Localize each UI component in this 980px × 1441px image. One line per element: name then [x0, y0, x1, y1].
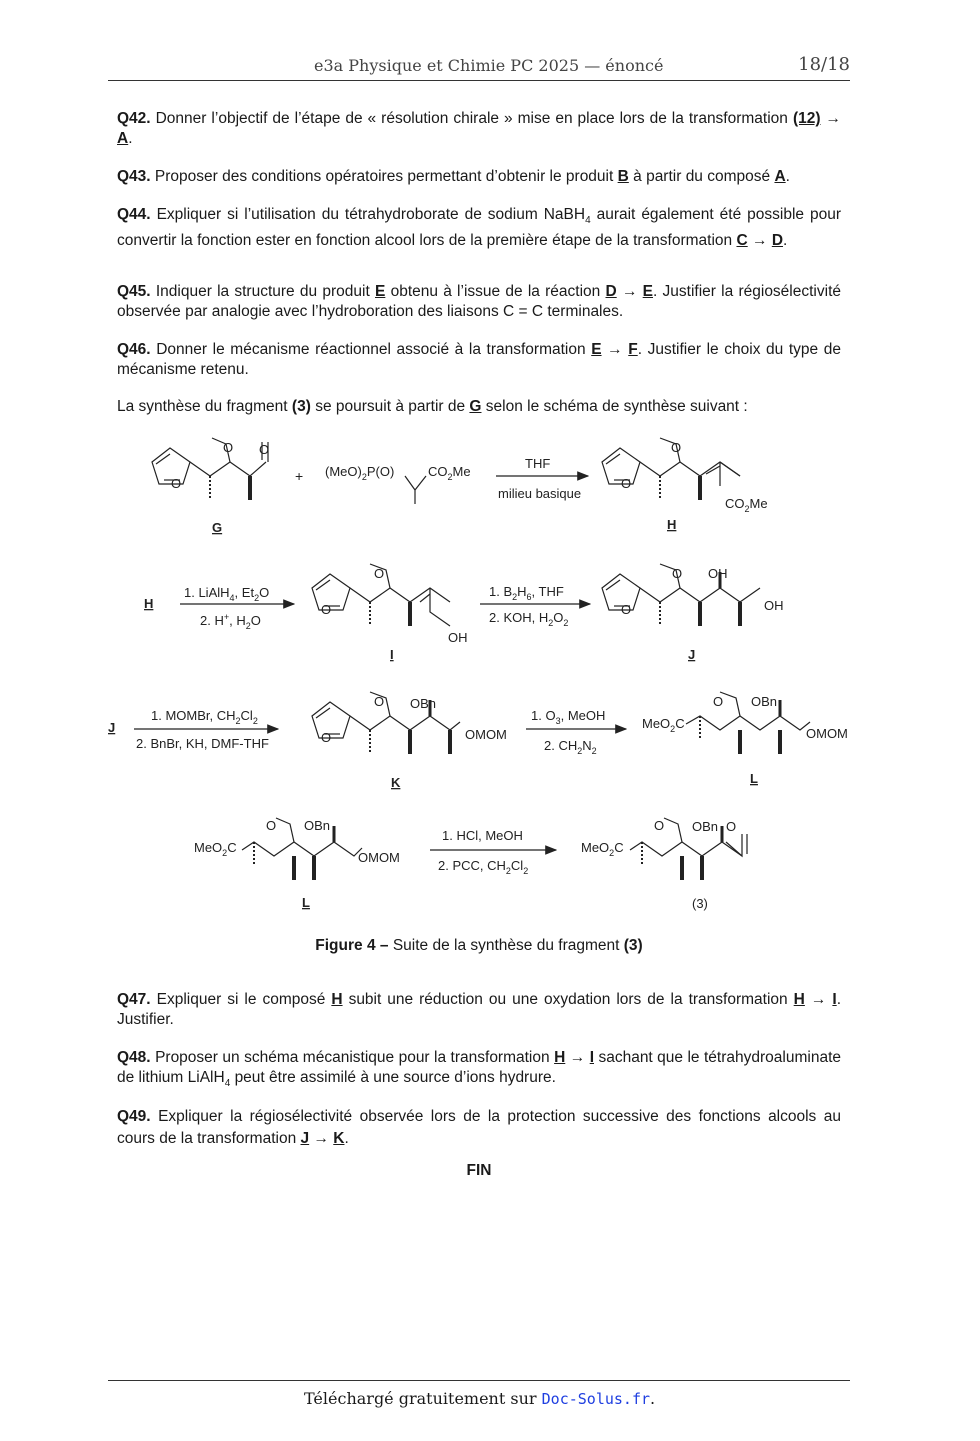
compound-ref: G	[469, 398, 482, 415]
svg-text:O: O	[266, 818, 277, 833]
aldehyde-oxygen: O	[726, 819, 737, 834]
methyl-ester: MeO$_2$C	[194, 840, 237, 858]
question-text: Proposer des conditions opératoires permettant d’obtenir le produit	[154, 168, 614, 185]
compound-ref: H	[554, 1049, 566, 1066]
compound-ref: A	[774, 168, 786, 185]
obn-group: OBn	[751, 694, 778, 709]
question-number: Q45.	[117, 283, 151, 300]
label-l-row4: L	[302, 895, 310, 910]
question-44: Q44. Expliquer si l’utilisation du tétrahydroborate de sodium NaBH$_4$ aurait également été possible pour convertir la fonction ester en fonction alcool lors de la première étape de la transformation C → D.	[117, 206, 841, 249]
compound-ref: D	[771, 231, 784, 249]
page-header	[108, 52, 850, 81]
label-g: G	[212, 520, 223, 535]
svg-text:O: O	[621, 476, 632, 491]
svg-text:O: O	[321, 602, 332, 617]
question-number: Q42.	[117, 110, 151, 127]
question-49: Q49. Expliquer la régiosélectivité observée lors de la protection successive des fonctions alcools au cours de la transformation J → K.	[117, 1108, 841, 1147]
question-number: Q49.	[117, 1108, 151, 1125]
svg-text:O: O	[374, 566, 385, 581]
question-number: Q47.	[117, 991, 151, 1008]
svg-text:O: O	[671, 440, 682, 455]
label-i: I	[390, 647, 394, 662]
compound-ref: (12)	[792, 110, 821, 127]
condition-pcc: 2. PCC, $CH_2Cl_2$	[438, 858, 529, 876]
label-k: K	[391, 775, 401, 790]
question-45: Q45. Indiquer la structure du produit E obtenu à l’issue de la réaction D → E. Justifier la régiosélectivité observée par analogie avec l’hydroboration des liaisons C = C terminales.	[117, 283, 841, 320]
compound-ref: D	[605, 283, 617, 300]
synthesis-scheme	[108, 430, 858, 930]
primary-oh: OH	[764, 598, 784, 613]
question-number: Q46.	[117, 341, 151, 358]
compound-ref: I	[832, 991, 837, 1008]
obn-group: OBn	[692, 819, 719, 834]
question-48: Q48. Proposer un schéma mécanistique pour la transformation H → I sachant que le tétrahydroaluminate de lithium LiAlH$_4$ peut être assimilé à une source d’ions hydrure.	[117, 1049, 841, 1089]
svg-text:O: O	[321, 730, 332, 745]
molecule-l-row4	[242, 818, 362, 880]
question-46: Q46. Donner le mécanisme réactionnel associé à la transformation E → F. Justifier le choix du type de mécanisme retenu.	[117, 341, 841, 378]
question-text: Expliquer si l’utilisation du tétrahydroborate de sodium NaBH	[156, 206, 586, 223]
condition-hydroboration: 1. $B_2H_6$, THF	[489, 584, 564, 602]
compound-ref: C	[736, 231, 748, 249]
page-number: 18/18	[798, 54, 850, 75]
omom-group: OMOM	[358, 850, 400, 865]
label-j-start: J	[108, 720, 116, 735]
footer-link[interactable]: Doc-Solus.fr	[541, 1390, 651, 1408]
aldehyde-oxygen: O	[259, 442, 270, 457]
footer-text: Téléchargé gratuitement sur	[304, 1389, 537, 1408]
methyl-ester: MeO$_2$C	[581, 840, 624, 858]
molecule-l	[686, 692, 810, 754]
condition-oxidation: 2. KOH, $H_2O_2$	[489, 610, 569, 628]
compound-ref: E	[591, 341, 602, 358]
question-text: Proposer un schéma mécanistique pour la transformation	[155, 1049, 550, 1066]
plus-sign: +	[295, 468, 304, 484]
compound-ref: E	[642, 283, 654, 300]
question-text: Expliquer si le composé	[156, 991, 326, 1008]
molecule-k	[312, 692, 460, 754]
omom-group: OMOM	[806, 726, 848, 741]
condition-solvent: THF	[525, 456, 551, 471]
furan-oxygen: O	[171, 476, 182, 491]
reagent-phosphonate: $(MeO)_2P(O)$	[325, 464, 395, 482]
product-ester: $CO_2Me$	[725, 496, 768, 514]
question-number: Q44.	[117, 206, 151, 223]
header-title: e3a Physique et Chimie PC 2025 — énoncé	[314, 56, 664, 75]
omom-group: OMOM	[465, 727, 507, 742]
question-text: Indiquer la structure du produit	[155, 283, 370, 300]
end-marker: FIN	[466, 1162, 492, 1179]
compound-ref: J	[300, 1130, 310, 1147]
obn-group: OBn	[304, 818, 331, 833]
methoxy-oxygen: O	[223, 440, 234, 455]
condition-diazomethane: 2. $CH_2N_2$	[544, 738, 597, 756]
svg-text:O: O	[374, 694, 385, 709]
question-text: Donner le mécanisme réactionnel associé à la transformation	[156, 341, 586, 358]
synthesis-intro: La synthèse du fragment (3) se poursuit à partir de G selon le schéma de synthèse suivant :	[117, 398, 748, 415]
compound-ref: F	[628, 341, 638, 358]
question-text: Expliquer la régiosélectivité observée lors de la protection successive des fonctions alcools au cours de la transformation	[117, 1108, 841, 1147]
compound-ref: H	[793, 991, 805, 1008]
question-number: Q48.	[117, 1049, 151, 1066]
reaction-scheme-drawing	[108, 430, 858, 930]
question-43: Q43. Proposer des conditions opératoires permettant d’obtenir le produit B à partir du composé A.	[117, 168, 790, 185]
compound-ref: H	[331, 991, 343, 1008]
svg-text:O: O	[654, 818, 665, 833]
obn-group: OBn	[410, 696, 437, 711]
condition-deprotection: 1. HCl, MeOH	[442, 828, 523, 843]
figure-caption: Figure 4 – Suite de la synthèse du fragment (3)	[315, 937, 643, 954]
condition-benzylation: 2. BnBr, KH, DMF-THF	[136, 736, 269, 751]
label-l: L	[750, 771, 758, 786]
fragment-ref: (3)	[291, 398, 311, 415]
svg-text:O: O	[713, 694, 724, 709]
page-footer: Téléchargé gratuitement sur Doc-Solus.fr.	[108, 1380, 850, 1381]
methyl-ester: MeO$_2$C	[642, 716, 685, 734]
question-47: Q47. Expliquer si le composé H subit une réduction ou une oxydation lors de la transformation H → I. Justifier.	[117, 991, 841, 1028]
compound-ref: B	[617, 168, 629, 185]
question-number: Q43.	[117, 168, 151, 185]
compound-ref: E	[375, 283, 386, 300]
condition-base: milieu basique	[498, 486, 582, 501]
compound-ref: A	[117, 129, 129, 147]
alcohol-oh: OH	[448, 630, 468, 645]
condition-step2: 2. H+, $H_2O$	[200, 612, 261, 631]
label-h: H	[667, 517, 677, 532]
condition-step1: 1. LiAlH$_4$, $Et_2O$	[184, 585, 270, 603]
svg-text:O: O	[672, 566, 683, 581]
label-fragment-3: (3)	[692, 896, 708, 911]
condition-ozonolysis: 1. $O_3$, MeOH	[531, 708, 606, 726]
condition-mom: 1. MOMBr, $CH_2Cl_2$	[151, 708, 258, 726]
arrow: →	[825, 110, 842, 127]
compound-ref: K	[333, 1130, 345, 1147]
phosphonate-skeleton	[405, 476, 415, 504]
secondary-oh: OH	[708, 566, 728, 581]
reagent-ester: $CO_2Me$	[428, 464, 471, 482]
question-42: Q42. Donner l’objectif de l’étape de « résolution chirale » mise en place lors de la transformation (12) → A.	[117, 110, 842, 147]
svg-text:O: O	[621, 602, 632, 617]
question-text: Donner l’objectif de l’étape de « résolution chirale » mise en place lors de la transformation	[155, 110, 788, 127]
label-j: J	[688, 647, 696, 662]
label-h-start: H	[144, 596, 154, 611]
molecule-g	[152, 438, 268, 500]
compound-ref: I	[589, 1049, 594, 1066]
